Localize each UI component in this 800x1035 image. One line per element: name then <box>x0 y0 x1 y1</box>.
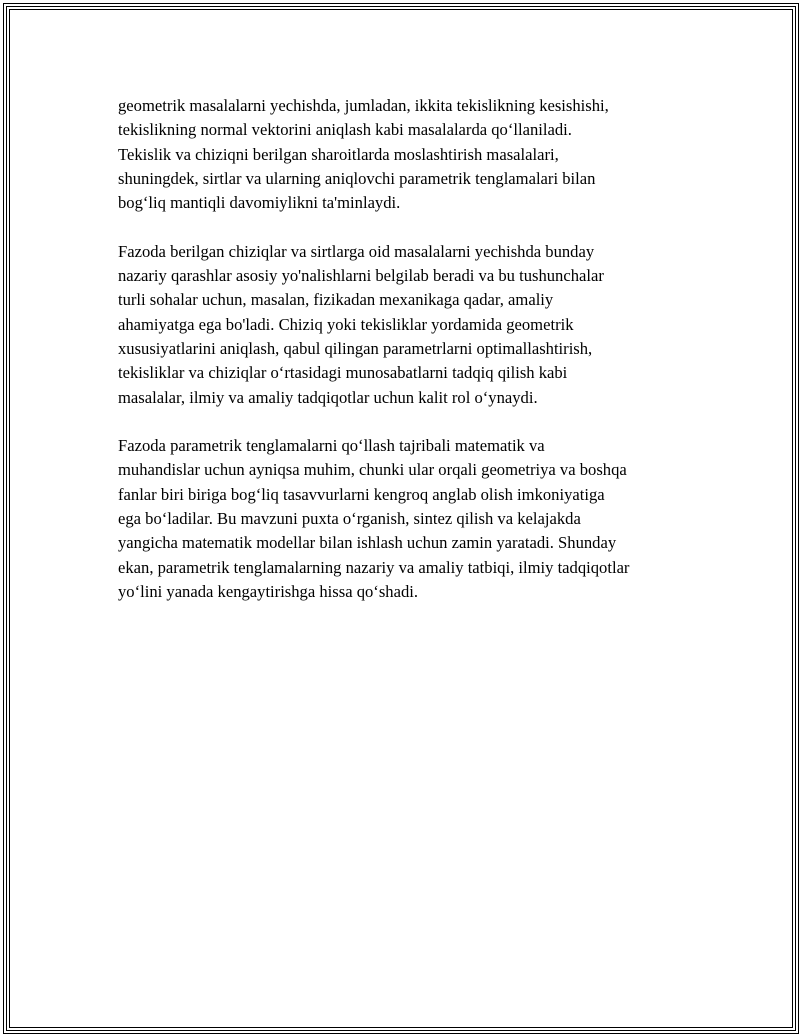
text-line: turli sohalar uchun, masalan, fizikadan mexanikaga qadar, amaliy <box>118 290 554 310</box>
text-line: tekislikning normal vektorini aniqlash kabi masalalarda qo‘llaniladi. <box>118 120 572 140</box>
text-line: ahamiyatga ega bo'ladi. Chiziq yoki tekisliklar yordamida geometrik <box>118 314 574 334</box>
text-line: masalalar, ilmiy va amaliy tadqiqotlar uchun kalit rol o‘ynaydi. <box>118 387 538 407</box>
text-line: tekisliklar va chiziqlar o‘rtasidagi munosabatlarni tadqiq qilish kabi <box>118 363 568 383</box>
text-line: ekan, parametrik tenglamalarning nazariy va amaliy tatbiqi, ilmiy tadqiqotlar <box>118 557 630 577</box>
text-line: geometrik masalalarni yechishda, jumladan, ikkita tekislikning kesishishi, <box>118 96 609 115</box>
text-line: bog‘liq mantiqli davomiylikni ta'minlaydi. <box>118 193 401 213</box>
text-line: fanlar biri biriga bog‘liq tasavvurlarni kengroq anglab olish imkoniyatiga <box>118 484 605 504</box>
paragraph-1 <box>118 94 698 215</box>
text-line: yangicha matematik modellar bilan ishlash uchun zamin yaratadi. Shunday <box>118 533 617 553</box>
text-line: nazariy qarashlar asosiy yo'nalishlarni belgilab beradi va bu tushunchalar <box>118 266 604 286</box>
text-line: Tekislik va chiziqni berilgan sharoitlarda moslashtirish masalalari, <box>118 144 559 164</box>
paragraph-2 <box>118 240 698 410</box>
text-line: xususiyatlarini aniqlash, qabul qilingan parametrlarni optimallashtirish, <box>118 338 593 358</box>
document-body <box>118 94 698 629</box>
text-line: muhandislar uchun ayniqsa muhim, chunki ular orqali geometriya va boshqa <box>118 460 627 480</box>
text-line: shuningdek, sirtlar va ularning aniqlovchi parametrik tenglamalari bilan <box>118 168 596 188</box>
paragraph-3 <box>118 434 698 604</box>
text-line: Fazoda parametrik tenglamalarni qo‘llash tajribali matematik va <box>118 436 545 456</box>
text-line: Fazoda berilgan chiziqlar va sirtlarga oid masalalarni yechishda bunday <box>118 241 595 261</box>
text-line: yo‘lini yanada kengaytirishga hissa qo‘shadi. <box>118 581 419 601</box>
text-line: ega bo‘ladilar. Bu mavzuni puxta o‘rganish, sintez qilish va kelajakda <box>118 509 581 529</box>
